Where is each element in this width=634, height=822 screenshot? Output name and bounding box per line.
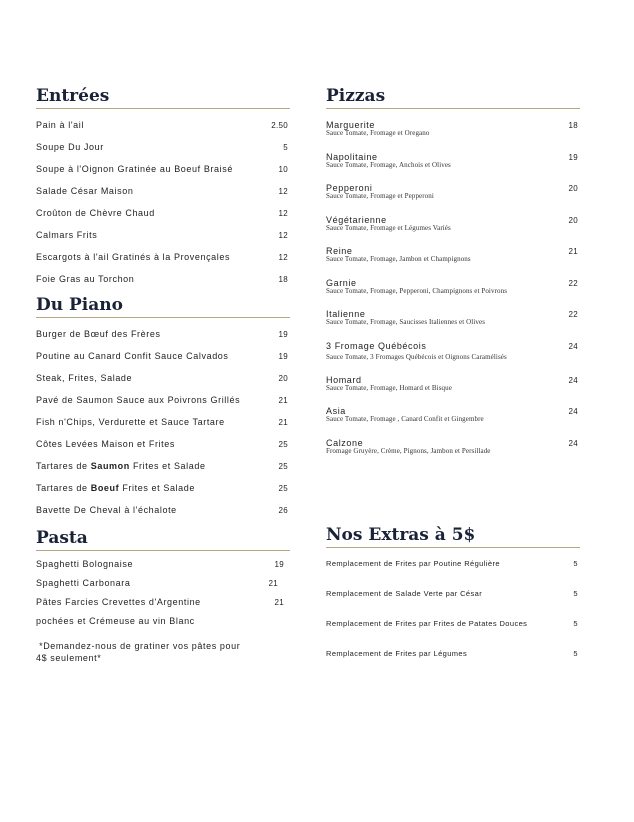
menu-item [36,164,290,186]
pizzas-section [326,86,580,469]
item-price: 25 [278,484,288,493]
item-name [36,483,195,493]
menu-item [36,559,286,578]
piano-heading: Du Piano [36,295,290,318]
item-name: Foie Gras au Torchon [36,274,135,284]
item-name: Remplacement de Frites par Poutine Régulière [326,559,500,568]
item-price: 19 [568,152,578,162]
item-price: 20 [278,374,288,383]
item-name: Marguerite [326,120,376,130]
menu-item [36,120,290,142]
item-name: Calzone [326,437,364,448]
item-description: Sauce Tomate, Fromage et Oregano [326,129,430,137]
pizza-item [326,278,580,310]
menu-item [36,274,290,296]
item-price: 19 [278,330,288,339]
pasta-list [36,559,286,616]
item-description: Sauce Tomate, Fromage et Pepperoni [326,192,434,200]
item-name: Pavé de Saumon Sauce aux Poivrons Grillés [36,395,241,405]
menu-item [36,142,290,164]
extras-section [326,525,580,679]
item-price: 19 [278,352,288,361]
item-price: 5 [573,559,578,568]
item-price: 24 [568,438,578,448]
item-name-highlight: Saumon [90,461,130,471]
entrees-list [36,120,290,296]
item-price: 5 [573,589,578,598]
item-name-continuation: pochées et Crémeuse au vin Blanc [36,616,195,626]
pasta-continuation [36,616,290,640]
piano-list [36,329,290,527]
item-price: 24 [568,375,578,385]
item-price: 12 [278,253,288,262]
item-price: 21 [268,579,278,588]
extra-item [326,619,580,649]
item-name: Salade César Maison [36,186,134,196]
item-name: Pepperoni [326,183,373,193]
menu-item [36,351,290,373]
item-price: 18 [568,121,578,130]
entrees-section [36,86,290,296]
item-name: 3 Fromage Québécois [326,340,427,351]
item-name: Végétarienne [326,214,387,225]
pizza-item [326,309,580,341]
menu-item [36,439,290,461]
extras-heading: Nos Extras à 5$ [326,525,580,548]
item-price: 26 [278,506,288,515]
item-name: Escargots à l'ail Gratinés à la Provençales [36,252,231,262]
item-price: 20 [568,184,578,193]
item-name: Soupe à l'Oignon Gratinée au Boeuf Braisé [36,164,233,174]
pizza-item [326,183,580,215]
item-price: 10 [278,165,288,174]
pizza-item [326,375,580,407]
item-description: Sauce Tomate, Fromage, Homard et Bisque [326,383,452,392]
item-name: Asia [326,406,346,416]
item-price: 12 [278,187,288,196]
extras-list [326,559,580,679]
item-name: Soupe Du Jour [36,142,104,152]
entrees-heading: Entrées [36,86,290,109]
menu-item [36,329,290,351]
pizza-item [326,341,580,375]
pasta-gratin-note [36,640,290,664]
item-description: Sauce Tomate, Fromage, Pepperoni, Champignons et Poivrons [326,286,508,295]
item-name: Spaghetti Bolognaise [36,559,134,569]
pizzas-heading: Pizzas [326,86,580,109]
item-name: Italienne [326,309,366,319]
item-description: Fromage Gruyère, Crème, Pignons, Jambon et Persillade [326,446,491,455]
item-name [36,461,206,471]
item-name: Spaghetti Carbonara [36,578,131,588]
item-price: 21 [568,247,578,256]
item-price: 12 [278,209,288,218]
pizza-item [326,406,580,438]
item-price: 24 [568,407,578,416]
item-name: Pain à l'ail [36,120,84,130]
piano-section [36,295,290,527]
item-description: Sauce Tomate, 3 Fromages Québécois et Oignons Caramélisés [326,352,507,361]
item-price: 25 [278,462,288,471]
pizza-item [326,246,580,278]
menu-item [36,597,286,616]
menu-item [36,208,290,230]
item-name: Pâtes Farcies Crevettes d'Argentine [36,597,201,607]
item-name: Napolitaine [326,151,378,162]
item-price: 12 [278,231,288,240]
extra-item [326,589,580,619]
menu-item [36,483,290,505]
item-price: 19 [274,560,284,569]
item-description: Sauce Tomate, Fromage, Saucisses Italiennes et Olives [326,318,486,326]
item-price: 2.50 [271,121,288,130]
pizza-item [326,438,580,470]
pasta-heading: Pasta [36,528,290,551]
item-name: Fish n'Chips, Verdurette et Sauce Tartare [36,417,225,427]
item-name: Garnie [326,277,357,288]
item-price: 5 [573,649,578,658]
item-name: Steak, Frites, Salade [36,373,133,383]
item-price: 5 [573,619,578,628]
item-price: 21 [274,598,284,607]
item-price: 5 [283,143,288,152]
menu-item [36,578,286,597]
pizza-item [326,120,580,152]
item-name-prefix: Tartares de [36,461,91,471]
item-price: 21 [278,418,288,427]
item-name-highlight: Boeuf [90,483,120,493]
item-description: Sauce Tomate, Fromage, Anchois et Olives [326,160,451,169]
item-name: Remplacement de Salade Verte par César [326,589,483,598]
pasta-section [36,528,290,664]
item-description: Sauce Tomate, Fromage, Jambon et Champignons [326,255,471,263]
menu-item [36,505,290,527]
item-description: Sauce Tomate, Fromage , Canard Confit et Gingembre [326,415,484,423]
extra-item [326,559,580,589]
menu-item [36,186,290,208]
menu-item [36,230,290,252]
item-price: 22 [568,278,578,288]
item-name: Remplacement de Frites par Légumes [326,649,468,658]
menu-item [36,395,290,417]
item-name: Bavette De Cheval à l'échalote [36,505,177,515]
item-price: 24 [568,341,578,351]
item-name: Reine [326,246,353,256]
item-price: 20 [568,215,578,225]
pizza-item [326,215,580,247]
item-name: Croûton de Chèvre Chaud [36,208,155,218]
item-name-suffix: Frites et Salade [129,461,206,471]
extra-item [326,649,580,679]
item-name: Remplacement de Frites par Frites de Patates Douces [326,619,528,628]
pizza-item [326,152,580,184]
menu-item [36,461,290,483]
item-price: 25 [278,440,288,449]
item-name-suffix: Frites et Salade [119,483,195,493]
item-name: Homard [326,374,362,385]
note-line: 4$ seulement* [36,653,102,663]
item-name: Burger de Bœuf des Frères [36,329,161,339]
note-line: *Demandez-nous de gratiner vos pâtes pour [36,641,241,651]
item-price: 21 [278,396,288,405]
item-price: 18 [278,275,288,284]
menu-item [36,373,290,395]
menu-item [36,252,290,274]
item-name: Côtes Levées Maison et Frites [36,439,175,449]
item-name: Poutine au Canard Confit Sauce Calvados [36,351,229,361]
menu-item [36,417,290,439]
pizzas-list [326,120,580,469]
item-price: 22 [568,310,578,319]
item-name-prefix: Tartares de [36,483,91,493]
item-description: Sauce Tomate, Fromage et Légumes Variés [326,223,451,232]
item-name: Calmars Frits [36,230,98,240]
